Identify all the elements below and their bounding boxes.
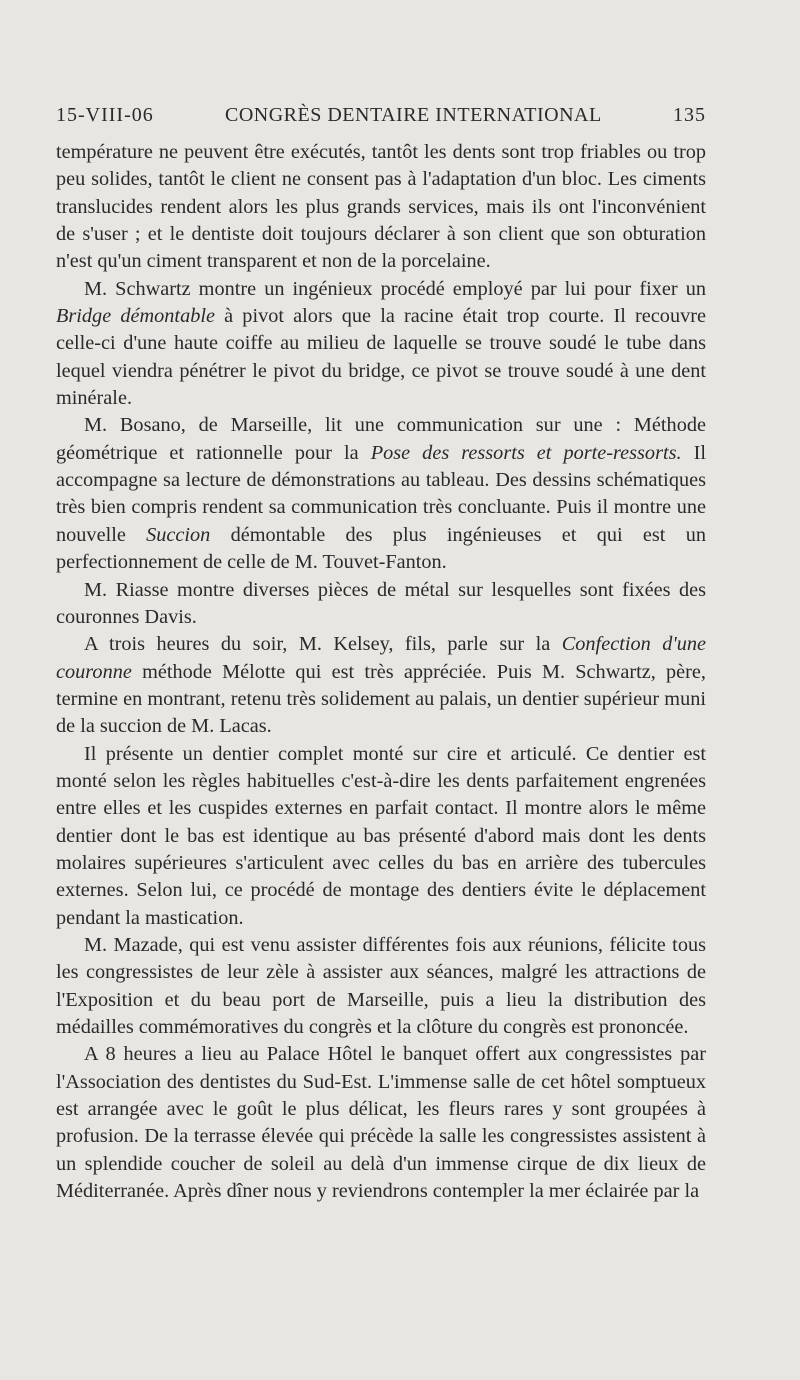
text-run: M. Bosano, de Marseille, lit une communication sur une : Méthode géométrique et rationnelle pour la [56,414,706,464]
text-run: Il présente un dentier complet monté sur cire et articulé. Ce dentier est monté selon les règles habituelles c'est-à-dire les dents parfaitement engrenées entre elles et les cuspides externes en parfait contact. Il montre alors le même dentier dont le bas est identique au bas présenté d'abord mais dont les dents molaires supérieures s'articulent avec celles du bas en arrière des tubercules externes. Selon lui, ce procédé de montage des dentiers évite le déplacement pendant la mastication. [56,742,706,929]
text-run: démontable des plus ingénieuses et qui est un perfectionnement de celle de M. Touvet-Fanton. [56,523,706,574]
text-run: M. Riasse montre diverses pièces de métal sur lesquelles sont fixées des couronnes Davis. [56,578,706,628]
text-run: température ne peuvent être exécutés, tantôt les dents sont trop friables ou trop peu solides, tantôt le client ne consent pas à l'adaptation d'un bloc. Les ciments translucides rendent alors les plus grands services, mais ils ont l'inconvénient de s'user ; et le dentiste doit toujours déclarer à son client que son obturation n'est qu'un ciment transparent et non de la porcelaine. [56,141,706,273]
text-run: A trois heures du soir, M. Kelsey, fils, parle sur la [84,633,562,656]
paragraph [56,631,706,740]
paragraph [56,1041,706,1205]
text-run: Il accompagne sa lecture de démonstrations au tableau. Des dessins schématiques très bien compris rendent sa communication très concluante. Puis il montre une nouvelle [56,441,706,546]
italic-text: Succion [146,523,211,546]
running-head [56,104,706,127]
page-number: 135 [673,104,706,126]
italic-text: Bridge démontable [56,305,215,328]
text-run: méthode Mélotte qui est très appréciée. Puis M. Schwartz, père, termine en montrant, retenu très solidement au palais, un dentier supérieur muni de la succion de M. Lacas. [56,660,706,738]
text-run: à pivot alors que la racine était trop courte. Il recouvre celle-ci d'une haute coiffe au milieu de laquelle se trouve soudé le tube dans lequel viendra pénétrer le pivot du bridge, ce pivot se trouve soudé à une dent minérale. [56,305,706,410]
paragraph [56,139,706,276]
header-date: 15-VIII-06 [56,104,154,126]
book-page [56,104,706,1205]
text-run: M. Schwartz montre un ingénieux procédé employé par lui pour fixer un [84,277,706,300]
text-run: M. Mazade, qui est venu assister différentes fois aux réunions, félicite tous les congressistes de leur zèle à assister aux séances, malgré les attractions de l'Exposition et du beau port de Marseille, puis a lieu la distribution des médailles commémoratives du congrès et la clôture du congrès est prononcée. [56,933,706,1038]
italic-text: Pose des ressorts et porte-ressorts. [370,441,682,464]
paragraph [56,412,706,576]
header-title: CONGRÈS DENTAIRE INTERNATIONAL [225,104,602,126]
text-run: A 8 heures a lieu au Palace Hôtel le banquet offert aux congressistes par l'Association des dentistes du Sud-Est. L'immense salle de cet hôtel somptueux est arrangée avec le goût le plus délicat, les fleurs rares y sont groupées à profusion. De la terrasse élevée qui précède la salle les congressistes assistent à un splendide coucher de soleil au delà d'un immense cirque de dix lieux de Méditerranée. Après dîner nous y reviendrons contempler la mer éclairée par la [56,1043,706,1203]
paragraph [56,932,706,1041]
paragraph [56,577,706,632]
body-text [56,139,706,1205]
italic-text: Confection d'une couronne [56,633,706,683]
paragraph [56,276,706,413]
paragraph [56,741,706,932]
